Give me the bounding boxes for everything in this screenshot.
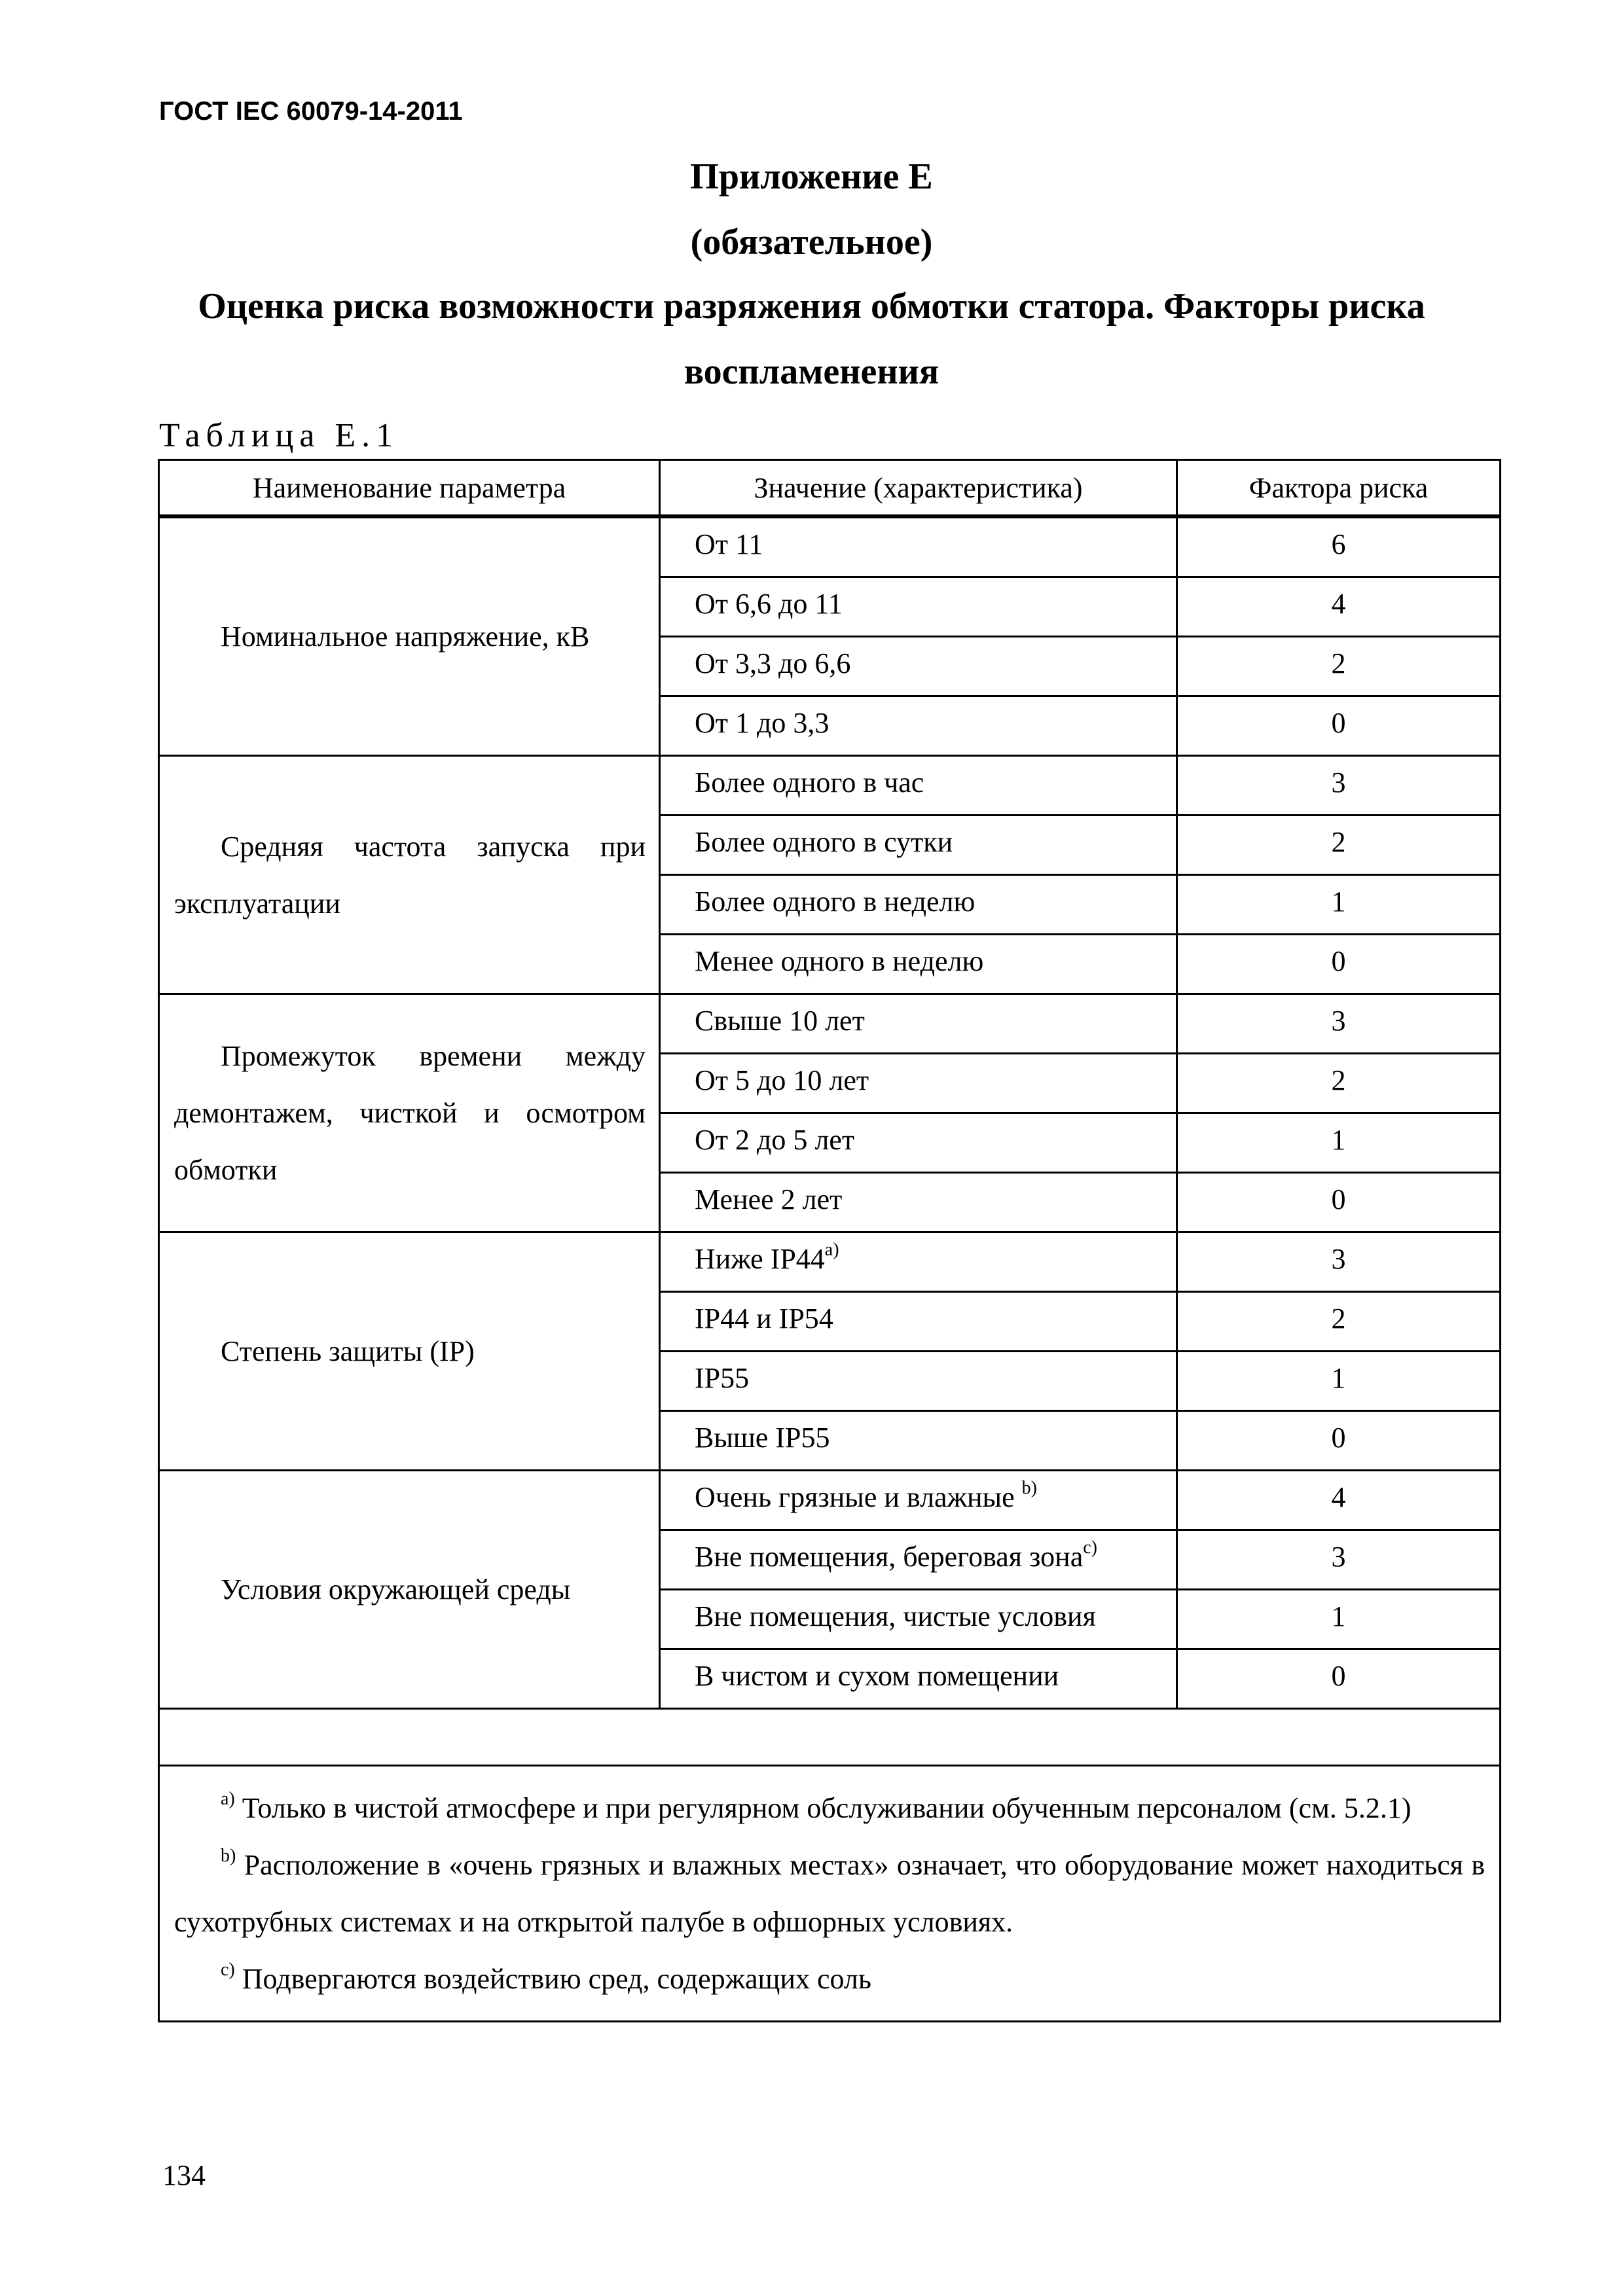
parameter-name-cell bbox=[159, 1232, 660, 1471]
value-text: Ниже IP44 bbox=[695, 1243, 825, 1275]
risk-factor-cell: 3 bbox=[1177, 1232, 1501, 1292]
risk-factor-cell: 2 bbox=[1177, 1054, 1501, 1113]
risk-factor-cell: 2 bbox=[1177, 816, 1501, 875]
parameter-name-cell bbox=[159, 994, 660, 1232]
value-text: Более одного в неделю bbox=[695, 886, 976, 918]
risk-factor-cell: 2 bbox=[1177, 1292, 1501, 1352]
value-text: От 1 до 3,3 bbox=[695, 707, 830, 739]
parameter-name: Номинальное напряжение, кВ bbox=[221, 620, 590, 653]
table-caption: Таблица Е.1 bbox=[159, 417, 399, 454]
risk-factor-cell: 1 bbox=[1177, 1590, 1501, 1649]
risk-factor-cell: 3 bbox=[1177, 1530, 1501, 1590]
table-row bbox=[159, 1232, 1501, 1292]
footnote-ref: a) bbox=[824, 1240, 839, 1260]
value-cell bbox=[660, 696, 1177, 756]
risk-factor-cell: 3 bbox=[1177, 756, 1501, 816]
footnote bbox=[174, 1950, 1485, 2007]
risk-factor-table bbox=[158, 459, 1501, 2022]
value-cell bbox=[660, 637, 1177, 696]
table-row bbox=[159, 994, 1501, 1054]
value-text: От 2 до 5 лет bbox=[695, 1124, 855, 1156]
value-text: От 6,6 до 11 bbox=[695, 588, 843, 620]
footnotes-cell bbox=[159, 1766, 1501, 2022]
value-cell bbox=[660, 516, 1177, 577]
footnote-mark: b) bbox=[221, 1846, 236, 1866]
value-cell bbox=[660, 1113, 1177, 1173]
value-text: От 11 bbox=[695, 528, 763, 560]
empty-cell bbox=[159, 1709, 1501, 1766]
value-cell bbox=[660, 1352, 1177, 1411]
value-cell bbox=[660, 816, 1177, 875]
value-cell bbox=[660, 756, 1177, 816]
value-text: От 5 до 10 лет bbox=[695, 1064, 869, 1096]
header-value: Значение (характеристика) bbox=[660, 460, 1177, 517]
table-header-row bbox=[159, 460, 1501, 517]
value-text: В чистом и сухом помещении bbox=[695, 1660, 1059, 1692]
annex-title: Приложение Е bbox=[690, 156, 933, 197]
annex-heading-line-1: Оценка риска возможности разряжения обмотки статора. Факторы риска bbox=[198, 286, 1425, 327]
parameter-name: Промежуток времени между демонтажем, чисткой и осмотром обмотки bbox=[174, 1040, 646, 1186]
footnote-text: Расположение в «очень грязных и влажных местах» означает, что оборудование может находиться в сухотрубных системах и на открытой палубе в офшорных условиях. bbox=[174, 1849, 1485, 1938]
header-risk-factor: Фактора риска bbox=[1177, 460, 1501, 517]
value-text: Вне помещения, чистые условия bbox=[695, 1600, 1096, 1632]
parameter-name: Степень защиты (IP) bbox=[221, 1335, 475, 1367]
risk-factor-cell: 4 bbox=[1177, 1471, 1501, 1530]
parameter-name: Условия окружающей среды bbox=[221, 1573, 571, 1605]
parameter-name-cell bbox=[159, 516, 660, 756]
footnote-text: Подвергаются воздействию сред, содержащих соль bbox=[234, 1963, 871, 1995]
risk-factor-cell: 1 bbox=[1177, 875, 1501, 935]
empty-row bbox=[159, 1709, 1501, 1766]
risk-factor-cell: 0 bbox=[1177, 1649, 1501, 1709]
value-cell bbox=[660, 1471, 1177, 1530]
value-text: IP44 и IP54 bbox=[695, 1302, 833, 1335]
value-cell bbox=[660, 875, 1177, 935]
value-text: Свыше 10 лет bbox=[695, 1005, 865, 1037]
value-cell bbox=[660, 1590, 1177, 1649]
table-row bbox=[159, 756, 1501, 816]
value-text: От 3,3 до 6,6 bbox=[695, 647, 851, 679]
value-text: Менее одного в неделю bbox=[695, 945, 984, 977]
risk-factor-cell: 2 bbox=[1177, 637, 1501, 696]
document-code: ГОСТ IEC 60079-14-2011 bbox=[159, 97, 463, 126]
value-cell bbox=[660, 1649, 1177, 1709]
risk-factor-cell: 1 bbox=[1177, 1113, 1501, 1173]
value-text: Более одного в сутки bbox=[695, 826, 953, 858]
footnote bbox=[174, 1837, 1485, 1950]
value-text: Вне помещения, береговая зона bbox=[695, 1541, 1084, 1573]
table-row bbox=[159, 1471, 1501, 1530]
footnote-mark: a) bbox=[221, 1789, 235, 1809]
table-row bbox=[159, 516, 1501, 577]
risk-factor-cell: 0 bbox=[1177, 935, 1501, 994]
parameter-name-cell bbox=[159, 1471, 660, 1709]
page-number: 134 bbox=[162, 2159, 206, 2191]
footnote bbox=[174, 1780, 1485, 1837]
header-parameter: Наименование параметра bbox=[159, 460, 660, 517]
value-cell bbox=[660, 1232, 1177, 1292]
risk-factor-cell: 1 bbox=[1177, 1352, 1501, 1411]
footnote-ref: c) bbox=[1083, 1537, 1097, 1558]
risk-factor-cell: 4 bbox=[1177, 577, 1501, 637]
value-text: Менее 2 лет bbox=[695, 1183, 843, 1215]
risk-table-body bbox=[159, 460, 1501, 2022]
value-cell bbox=[660, 935, 1177, 994]
footnote-mark: c) bbox=[221, 1960, 235, 1980]
value-cell bbox=[660, 1530, 1177, 1590]
value-cell bbox=[660, 577, 1177, 637]
value-text: Выше IP55 bbox=[695, 1422, 830, 1454]
risk-table-container bbox=[158, 459, 1499, 2011]
value-text: Более одного в час bbox=[695, 766, 924, 798]
annex-heading-line-2: воспламенения bbox=[684, 351, 939, 392]
value-cell bbox=[660, 1292, 1177, 1352]
value-cell bbox=[660, 1411, 1177, 1471]
value-cell bbox=[660, 1054, 1177, 1113]
risk-factor-cell: 3 bbox=[1177, 994, 1501, 1054]
risk-factor-cell: 0 bbox=[1177, 696, 1501, 756]
parameter-name-cell bbox=[159, 756, 660, 994]
value-text: Очень грязные и влажные bbox=[695, 1481, 1022, 1513]
parameter-name: Средняя частота запуска при эксплуатации bbox=[174, 830, 646, 920]
risk-factor-cell: 0 bbox=[1177, 1173, 1501, 1232]
risk-factor-cell: 6 bbox=[1177, 516, 1501, 577]
value-cell bbox=[660, 994, 1177, 1054]
value-text: IP55 bbox=[695, 1362, 750, 1394]
annex-status: (обязательное) bbox=[690, 222, 933, 262]
risk-factor-cell: 0 bbox=[1177, 1411, 1501, 1471]
value-cell bbox=[660, 1173, 1177, 1232]
footnote-ref: b) bbox=[1021, 1478, 1037, 1498]
footnotes-row bbox=[159, 1766, 1501, 2022]
footnote-text: Только в чистой атмосфере и при регулярном обслуживании обученным персоналом (см. 5.2.1) bbox=[234, 1792, 1412, 1824]
